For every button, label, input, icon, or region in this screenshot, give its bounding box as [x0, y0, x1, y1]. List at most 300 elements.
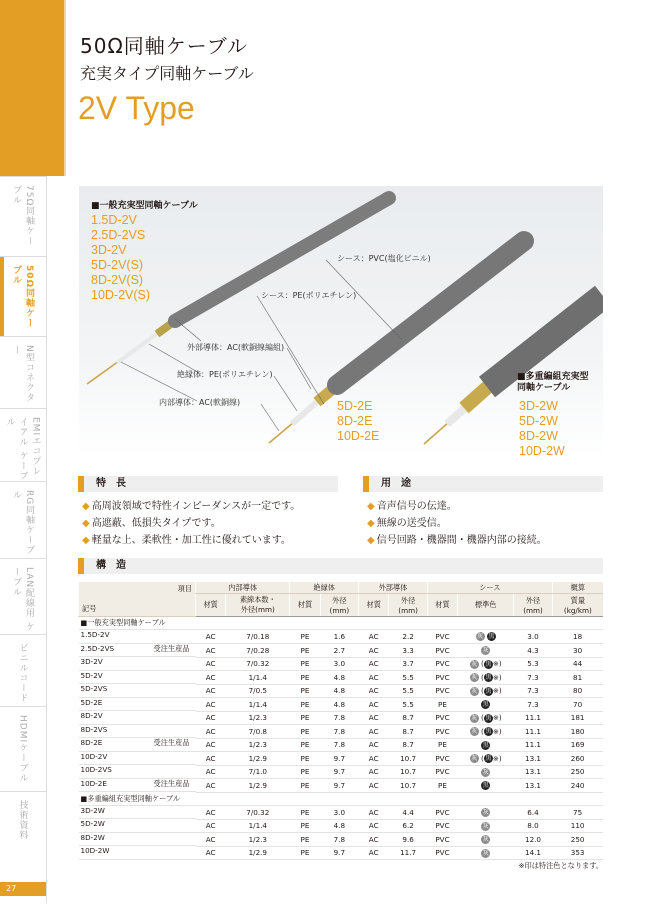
sidebar-item[interactable] [0, 256, 46, 336]
bullet-text: 軽量な上、柔軟性・加工性に優れています。 [91, 535, 291, 546]
sidebar-item[interactable] [0, 791, 46, 879]
cable-code: 5D-2VS [80, 684, 108, 693]
callout-insulator: 絶縁体：PE(ポリエチレン) [177, 370, 273, 379]
cell-sd: 13.1 [514, 765, 552, 779]
cell-sm: PVC [427, 833, 457, 847]
cell-code [79, 725, 196, 739]
cell-im: AC [196, 711, 226, 725]
group3-type-list [519, 399, 565, 456]
cell-om: AC [359, 765, 389, 779]
cell-code [79, 644, 196, 658]
black-color-icon: 黒 [485, 687, 492, 695]
header-insulator: 絶縁体 [290, 582, 359, 594]
sidebar-item[interactable] [0, 336, 46, 408]
bullet-item [82, 532, 300, 549]
cell-sm: PVC [427, 711, 457, 725]
type-title: 2V Type [78, 90, 195, 126]
order-note: 受注生産品 [153, 643, 190, 653]
cell-im: AC [196, 805, 226, 819]
cell-im: AC [196, 644, 226, 658]
cell-w: 250 [552, 765, 603, 779]
sidebar-item-label: LAN配線用 ケーブル [11, 567, 34, 632]
gray-color-icon: 灰 [482, 808, 489, 816]
cell-code [79, 657, 196, 671]
group3-heading: ■多重編組充実型 同軸ケーブル [517, 372, 589, 393]
gray-color-icon: 灰 [471, 674, 478, 681]
sidebar-item[interactable] [0, 706, 46, 791]
order-note [190, 684, 194, 697]
cable-code: 8D-2V [80, 711, 103, 720]
bullet-item [367, 532, 547, 549]
callout-inner-conductor: 内部導体：AC(軟銅線) [159, 398, 241, 407]
cable-type-label: 10D-2V(S) [91, 288, 151, 302]
cell-om: AC [359, 846, 389, 860]
table-row [79, 630, 604, 644]
cell-od: 8.7 [389, 738, 427, 752]
bullet-item [367, 515, 547, 532]
table-row [79, 684, 604, 698]
cell-w: 30 [552, 644, 603, 658]
page-subtitle: 充実タイプ同軸ケーブル [80, 64, 254, 83]
header-inner-material: 材質 [196, 594, 226, 617]
cell-om: AC [359, 805, 389, 819]
group1-heading: ■一般充実型同軸ケーブル [91, 201, 198, 211]
gray-color-icon: 灰 [482, 849, 489, 857]
cell-om: AC [359, 752, 389, 766]
diamond-bullet-icon: ◆ [82, 501, 90, 512]
cell-om: AC [359, 779, 389, 793]
cell-im: AC [196, 630, 226, 644]
header-weight: 質量 (kg/km) [552, 594, 603, 617]
table-row [79, 846, 604, 860]
cell-sm: PVC [427, 765, 457, 779]
cell-nm: PE [290, 779, 320, 793]
cell-nd: 4.8 [320, 819, 358, 833]
cell-is: 1/2.3 [226, 711, 290, 725]
cell-sm: PVC [427, 671, 457, 685]
cell-nm: PE [290, 657, 320, 671]
cell-col [458, 698, 514, 712]
cell-nm: PE [290, 738, 320, 752]
header-ins-od: 外径 (mm) [320, 594, 358, 617]
cable-code: 1.5D-2V [80, 630, 110, 639]
cell-im: AC [196, 765, 226, 779]
cell-col: 灰 (黒 ※) [458, 684, 514, 698]
order-note [190, 806, 194, 819]
table-row [79, 833, 604, 847]
cable-code: 3D-2W [80, 805, 105, 815]
cell-code [79, 684, 196, 698]
cell-w: 169 [552, 738, 603, 752]
uses-heading: 用 途 [363, 476, 603, 492]
cable-type-label: 2.5D-2VS [91, 228, 146, 242]
cell-sd: 3.0 [514, 630, 552, 644]
cell-od: 3.7 [389, 657, 427, 671]
cell-is: 7/0.18 [226, 630, 290, 644]
cell-col [458, 833, 514, 847]
cell-nd: 9.7 [320, 779, 358, 793]
structure-heading: 構 造 [78, 558, 603, 574]
cell-od: 10.7 [389, 765, 427, 779]
cable-type-label: 8D-2V(S) [91, 273, 144, 287]
diamond-bullet-icon: ◆ [367, 518, 375, 529]
bullet-text: 無線の送受信。 [376, 518, 447, 529]
cell-om: AC [359, 630, 389, 644]
cable-code: 5D-2W [80, 819, 105, 828]
cell-code [79, 752, 196, 766]
gray-color-icon: 灰 [471, 755, 478, 762]
order-note [190, 819, 194, 832]
cell-od: 5.5 [389, 671, 427, 685]
table-row [79, 765, 604, 779]
cell-is: 7/0.28 [226, 644, 290, 658]
bullet-text: 信号回路・機器間・機器内部の接続。 [376, 535, 547, 546]
cell-nm: PE [290, 805, 320, 819]
gray-color-icon: 灰 [482, 768, 489, 776]
cell-nd: 9.7 [320, 846, 358, 860]
cell-im: AC [196, 698, 226, 712]
group-row [79, 792, 604, 805]
cell-sm: PE [427, 698, 457, 712]
cell-sm: PE [427, 779, 457, 793]
cell-sm: PVC [427, 684, 457, 698]
cell-code [79, 630, 196, 644]
cable-type-label: 8D-2E [337, 414, 373, 428]
gray-color-icon: 灰 [482, 822, 489, 830]
cable-code: 10D-2VS [80, 765, 112, 774]
cell-sm: PVC [427, 725, 457, 739]
cell-nd: 1.6 [320, 630, 358, 644]
cell-od: 11.7 [389, 846, 427, 860]
cell-code [79, 779, 196, 793]
cell-od: 6.2 [389, 819, 427, 833]
cell-nm: PE [290, 765, 320, 779]
header-std-color: 標準色 [458, 594, 514, 617]
bullet-item [367, 498, 547, 515]
cell-nd: 7.8 [320, 725, 358, 739]
cell-col [458, 738, 514, 752]
group-row [79, 617, 604, 630]
cell-im: AC [196, 738, 226, 752]
table-row [79, 657, 604, 671]
sidebar-item[interactable] [0, 558, 46, 634]
cell-sm: PE [427, 738, 457, 752]
cell-col: 灰 (黒 ※) [458, 671, 514, 685]
diamond-bullet-icon: ◆ [367, 535, 375, 546]
header-code: 記号 [82, 604, 97, 613]
cell-sd: 14.1 [514, 846, 552, 860]
sidebar-item-label: N型コネクター [11, 345, 34, 403]
table-row [79, 671, 604, 685]
cell-nd: 4.8 [320, 671, 358, 685]
order-note: 受注生産品 [153, 738, 190, 747]
header-sheath: シース [427, 582, 552, 594]
cell-im: AC [196, 725, 226, 739]
cable-type-label: 5D-2E [337, 399, 373, 413]
cell-is: 1/1.4 [226, 671, 290, 685]
order-note [190, 725, 194, 738]
group-label: ■一般充実型同軸ケーブル [79, 617, 604, 630]
cell-col [458, 846, 514, 860]
cable-type-label: 5D-2W [519, 414, 558, 428]
order-note: 受注生産品 [153, 778, 190, 788]
table-row [79, 738, 604, 752]
cell-om: AC [359, 738, 389, 752]
gray-color-icon: 灰 [482, 836, 489, 843]
sidebar-item-label: 技術資料 [17, 800, 28, 840]
gray-color-icon: 灰 [482, 647, 489, 654]
cell-sd: 11.1 [514, 738, 552, 752]
cell-col: 灰 (黒 ※) [458, 752, 514, 766]
cell-w: 81 [552, 671, 603, 685]
cell-nd: 7.8 [320, 833, 358, 847]
bullet-text: 高周波領域で特性インピーダンスが一定です。 [91, 501, 301, 512]
cell-sd: 6.4 [514, 805, 552, 819]
cell-sm: PVC [427, 752, 457, 766]
cable-code: 8D-2W [80, 832, 105, 842]
cell-sm: PVC [427, 819, 457, 833]
header-outer-conductor: 外部導体 [359, 582, 428, 594]
black-color-icon: 黒 [485, 728, 492, 735]
cell-od: 3.3 [389, 644, 427, 658]
cell-is: 7/0.32 [226, 657, 290, 671]
sidebar-item[interactable] [0, 481, 46, 558]
table-row [79, 644, 604, 658]
table-row [79, 711, 604, 725]
cell-im: AC [196, 846, 226, 860]
cable-type-label: 8D-2W [519, 429, 558, 443]
cell-col: 灰 (黒 ※) [458, 711, 514, 725]
header-accent-band [0, 0, 64, 176]
group1-type-list [91, 213, 150, 303]
gray-color-icon: 灰 [471, 728, 478, 735]
page-number: 27 [0, 882, 46, 896]
cell-col [458, 644, 514, 658]
cell-sm: PVC [427, 805, 457, 819]
diamond-bullet-icon: ◆ [82, 535, 90, 546]
table-row [79, 779, 604, 793]
black-color-icon: 黒 [482, 782, 489, 789]
cell-col [458, 805, 514, 819]
cell-nm: PE [290, 698, 320, 712]
cell-im: AC [196, 657, 226, 671]
cell-nm: PE [290, 644, 320, 658]
cell-col: 灰 (黒 ※) [458, 657, 514, 671]
cable-type-label: 3D-2V [91, 243, 127, 257]
sidebar-item[interactable] [0, 408, 46, 481]
cable-code: 8D-2E [80, 738, 103, 747]
black-color-icon: 黒 [482, 741, 489, 749]
header-inner-strands: 素線本数・ 外径(mm) [226, 594, 290, 617]
black-color-icon: 黒 [482, 701, 489, 708]
cell-nd: 4.8 [320, 698, 358, 712]
bullet-item [82, 498, 300, 515]
callout-outer-conductor: 外部導体：AC(軟銅線編組) [187, 343, 285, 352]
header-accent-strip [64, 0, 66, 176]
cell-om: AC [359, 725, 389, 739]
cell-om: AC [359, 711, 389, 725]
sidebar-item-label: 50Ω同軸ケーブル [11, 265, 34, 329]
black-color-icon: 黒 [485, 714, 492, 722]
table-row [79, 725, 604, 739]
order-note [190, 833, 194, 846]
cable-code: 2.5D-2VS [80, 643, 115, 653]
cell-nm: PE [290, 725, 320, 739]
cell-col [458, 630, 514, 644]
cable-code: 10D-2V [80, 751, 108, 761]
diamond-bullet-icon: ◆ [367, 501, 375, 512]
cable-code: 5D-2E [80, 697, 103, 707]
callout-sheath-pe: シース：PE(ポリエチレン) [261, 291, 357, 300]
sidebar-divider [46, 176, 47, 903]
sidebar-item-label: ビニルコード [17, 643, 28, 703]
features-heading: 特 長 [78, 476, 338, 492]
cell-nd: 2.7 [320, 644, 358, 658]
cell-col [458, 819, 514, 833]
cable-code: 10D-2E [80, 778, 107, 788]
group-label: ■多重編組充実型同軸ケーブル [79, 792, 604, 805]
cell-od: 8.7 [389, 725, 427, 739]
cable-type-label: 10D-2E [337, 429, 380, 443]
sidebar-item-label: RG同軸ケーブル [11, 490, 34, 556]
cell-nd: 9.7 [320, 752, 358, 766]
black-color-icon: 黒 [485, 674, 492, 681]
cell-nm: PE [290, 833, 320, 847]
header-outer-material: 材質 [359, 594, 389, 617]
cell-code [79, 833, 196, 847]
cell-is: 1/1.4 [226, 698, 290, 712]
cell-nd: 3.0 [320, 657, 358, 671]
header-inner-conductor: 内部導体 [196, 582, 290, 594]
cell-sd: 8.0 [514, 819, 552, 833]
cell-is: 7/0.8 [226, 725, 290, 739]
cell-sd: 7.3 [514, 698, 552, 712]
order-note [190, 630, 194, 643]
cable-code: 5D-2V [80, 670, 103, 680]
cell-nd: 3.0 [320, 805, 358, 819]
cell-sd: 11.1 [514, 711, 552, 725]
cell-nm: PE [290, 671, 320, 685]
cell-nm: PE [290, 711, 320, 725]
cell-code [79, 738, 196, 752]
black-color-icon: 黒 [488, 633, 495, 641]
cell-code [79, 711, 196, 725]
cell-w: 180 [552, 725, 603, 739]
cell-om: AC [359, 698, 389, 712]
spec-table [78, 582, 603, 860]
table-row [79, 819, 604, 833]
cable-type-label: 1.5D-2V [91, 213, 137, 227]
cell-om: AC [359, 657, 389, 671]
sidebar-item[interactable] [0, 176, 46, 256]
table-row [79, 752, 604, 766]
cell-code [79, 698, 196, 712]
cell-im: AC [196, 752, 226, 766]
header-outer-od: 外径 (mm) [389, 594, 427, 617]
cell-col [458, 765, 514, 779]
cell-im: AC [196, 819, 226, 833]
sidebar-item-label: HDMIケーブル [17, 715, 28, 784]
cell-od: 10.7 [389, 752, 427, 766]
cell-w: 353 [552, 846, 603, 860]
cell-w: 250 [552, 833, 603, 847]
cell-col [458, 779, 514, 793]
cell-is: 1/2.9 [226, 752, 290, 766]
table-row [79, 805, 604, 819]
order-note [190, 711, 194, 724]
cell-od: 2.2 [389, 630, 427, 644]
sidebar-item-label: EMIエコプレイアル ケーブル [4, 417, 41, 481]
cell-is: 1/2.9 [226, 846, 290, 860]
header-item-code [79, 582, 196, 617]
cell-code [79, 671, 196, 685]
cell-w: 240 [552, 779, 603, 793]
cell-nd: 7.8 [320, 711, 358, 725]
cell-sm: PVC [427, 657, 457, 671]
cell-col: 灰 (黒 ※) [458, 725, 514, 739]
order-note [190, 846, 194, 859]
cell-nm: PE [290, 819, 320, 833]
order-note [190, 752, 194, 765]
cell-im: AC [196, 671, 226, 685]
cell-om: AC [359, 833, 389, 847]
features-list [82, 498, 300, 549]
cell-is: 1/2.9 [226, 779, 290, 793]
cell-is: 1/2.3 [226, 738, 290, 752]
cell-is: 7/1.0 [226, 765, 290, 779]
black-color-icon: 黒 [485, 660, 492, 668]
cable-code: 8D-2VS [80, 724, 108, 734]
order-note [190, 765, 194, 778]
cell-w: 110 [552, 819, 603, 833]
cell-sm: PVC [427, 846, 457, 860]
gray-color-icon: 灰 [477, 633, 484, 641]
cell-w: 260 [552, 752, 603, 766]
order-note [190, 657, 194, 670]
bullet-text: 高遮蔽、低損失タイプです。 [91, 518, 221, 529]
cell-is: 1/2.3 [226, 833, 290, 847]
order-note [190, 671, 194, 684]
cell-sd: 7.3 [514, 671, 552, 685]
cell-sd: 13.1 [514, 779, 552, 793]
cell-im: AC [196, 833, 226, 847]
cell-w: 70 [552, 698, 603, 712]
cell-om: AC [359, 671, 389, 685]
cell-om: AC [359, 644, 389, 658]
callout-sheath-pvc: シース：PVC(塩化ビニル) [337, 254, 431, 263]
cell-nd: 9.7 [320, 765, 358, 779]
cell-sd: 7.3 [514, 684, 552, 698]
gray-color-icon: 灰 [471, 687, 478, 695]
cell-nd: 7.8 [320, 738, 358, 752]
cell-nm: PE [290, 630, 320, 644]
cell-is: 7/0.32 [226, 805, 290, 819]
header-ins-material: 材質 [290, 594, 320, 617]
cell-sm: PVC [427, 630, 457, 644]
sidebar-item[interactable] [0, 634, 46, 706]
cell-w: 18 [552, 630, 603, 644]
group2-type-list [337, 399, 379, 444]
cell-w: 80 [552, 684, 603, 698]
cell-sd: 11.1 [514, 725, 552, 739]
cell-w: 44 [552, 657, 603, 671]
cell-is: 1/1.4 [226, 819, 290, 833]
gray-color-icon: 灰 [471, 714, 478, 722]
cell-im: AC [196, 684, 226, 698]
header-sheath-od: 外径 (mm) [514, 594, 552, 617]
cell-w: 75 [552, 805, 603, 819]
cell-im: AC [196, 779, 226, 793]
